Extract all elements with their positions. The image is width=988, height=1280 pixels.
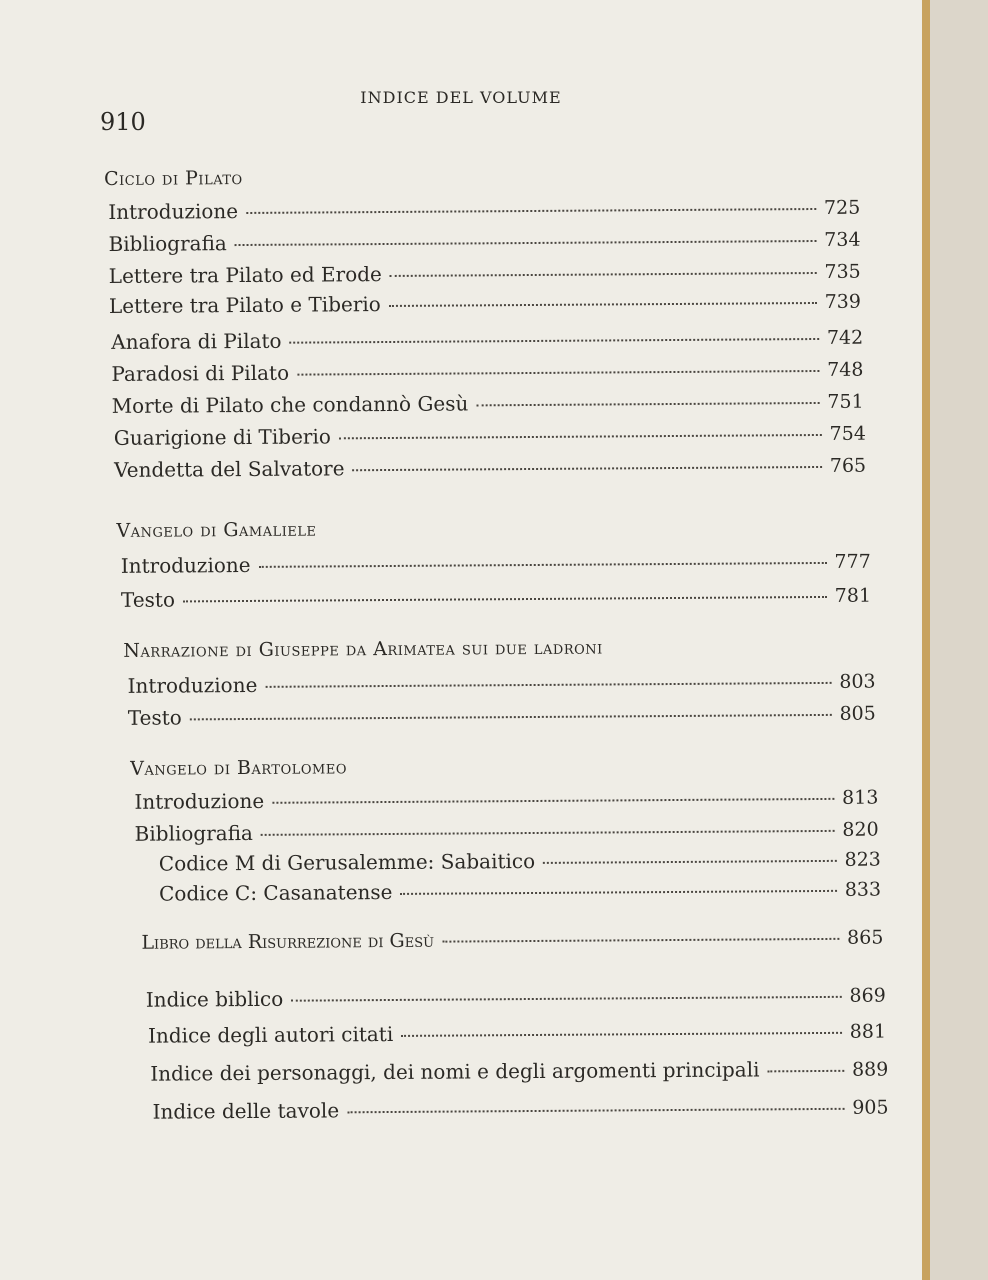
entry-page: 742: [826, 326, 864, 349]
entry-label: Bibliografia: [134, 820, 253, 846]
adjacent-page: [930, 0, 988, 1280]
leader-dots: [235, 240, 816, 246]
entry-page: 735: [824, 260, 861, 283]
entry-label: Indice biblico: [145, 986, 284, 1012]
show-through-text: [585, 142, 591, 163]
entry-label: Vendetta del Salvatore: [114, 456, 345, 482]
page-gilded-edge: [922, 0, 930, 1280]
leader-dots: [297, 370, 819, 376]
entry-page: 781: [834, 584, 872, 607]
leader-dots: [442, 938, 839, 943]
entry-label: Lettere tra Pilato e Tiberio: [108, 292, 381, 318]
toc-entry: [109, 289, 861, 320]
leader-dots: [246, 208, 816, 214]
entry-label: Paradosi di Pilato: [111, 360, 290, 386]
leader-dots: [272, 798, 834, 804]
entry-page: 739: [824, 290, 862, 313]
leader-dots: [543, 860, 836, 864]
toc-entry: [148, 1019, 886, 1050]
entry-page: 734: [824, 228, 861, 251]
toc-entry: [109, 259, 861, 290]
toc-entry: [111, 357, 863, 388]
entry-label: Testo: [120, 587, 176, 612]
page-number: 910: [100, 108, 146, 136]
leader-dots: [183, 596, 827, 602]
entry-page: 820: [842, 818, 879, 841]
entry-page: 889: [851, 1058, 889, 1081]
entry-label: Anafora di Pilato: [111, 328, 282, 354]
entry-label: Codice C: Casanatense: [158, 879, 393, 906]
entry-page: 748: [827, 358, 864, 381]
leader-dots: [347, 1108, 844, 1113]
entry-page: 881: [849, 1020, 887, 1043]
leader-dots: [353, 466, 822, 471]
entry-label: Guarigione di Tiberio: [113, 424, 331, 450]
entry-label: Introduzione: [127, 672, 258, 698]
entry-page: 805: [839, 702, 876, 725]
entry-page: 777: [834, 550, 871, 573]
toc-entry: [146, 983, 886, 1014]
entry-page: 823: [844, 848, 881, 871]
leader-dots: [767, 1070, 844, 1073]
entry-label: Introduzione: [108, 199, 239, 224]
entry-label: Introduzione: [134, 788, 265, 814]
entry-page: 833: [844, 878, 882, 901]
leader-dots: [190, 714, 832, 720]
toc-entry: [111, 325, 863, 356]
leader-dots: [291, 996, 841, 1002]
toc-entry: [135, 817, 879, 848]
toc-entry: [114, 453, 866, 484]
entry-label: Testo: [127, 705, 182, 730]
leader-dots: [259, 562, 827, 568]
entry-page: 765: [829, 454, 867, 477]
entry-page: 905: [852, 1096, 889, 1119]
leader-dots: [390, 272, 817, 277]
leader-dots: [290, 338, 819, 344]
toc-entry: [128, 701, 876, 732]
entry-label: Indice dei personaggi, dei nomi e degli argomenti principali: [150, 1057, 760, 1086]
entry-page: 813: [842, 786, 879, 809]
entry-label: Indice delle tavole: [152, 1098, 340, 1124]
toc-entry: [141, 927, 883, 958]
entry-label: Lettere tra Pilato ed Erode: [108, 262, 382, 288]
entry-page: 725: [823, 196, 861, 219]
toc-entry: [159, 847, 881, 878]
toc-entry: [112, 389, 864, 420]
leader-dots: [400, 890, 836, 895]
entry-label: Bibliografia: [108, 231, 227, 256]
toc-entry: [121, 549, 871, 580]
entry-page: 754: [829, 422, 866, 445]
toc-entry: [128, 669, 876, 700]
toc-entry: [134, 785, 878, 816]
entry-label: Codice M di Gerusalemme: Sabaitico: [158, 848, 536, 876]
leader-dots: [265, 682, 831, 688]
entry-page: 865: [847, 926, 884, 949]
toc-entry: [108, 195, 860, 226]
toc-entry: [121, 583, 871, 614]
entry-label: Introduzione: [120, 552, 251, 578]
leader-dots: [476, 402, 819, 406]
entry-label: Morte di Pilato che condannò Gesù: [111, 391, 469, 418]
leader-dots: [389, 302, 817, 307]
entry-label: Libro della Risurrezione di Gesù: [141, 929, 435, 954]
section-title: Vangelo di Gamaliele: [116, 518, 317, 542]
entry-page: 803: [839, 670, 876, 693]
section-title: Ciclo di Pilato: [103, 167, 243, 190]
toc-entry: [114, 421, 866, 452]
toc-entry: [150, 1057, 888, 1088]
entry-page: 869: [849, 984, 886, 1007]
leader-dots: [261, 830, 834, 836]
toc-entry: [108, 227, 860, 258]
toc-entry: [152, 1095, 888, 1126]
section-title: Narrazione di Giuseppe da Arimatea sui due ladroni: [123, 636, 603, 662]
leader-dots: [401, 1032, 842, 1037]
running-header: INDICE DEL VOLUME: [360, 88, 562, 107]
toc-entry: [159, 877, 881, 908]
leader-dots: [339, 434, 822, 439]
entry-page: 751: [827, 390, 864, 413]
section-title: Vangelo di Bartolomeo: [130, 756, 348, 780]
entry-label: Indice degli autori citati: [147, 1021, 394, 1048]
